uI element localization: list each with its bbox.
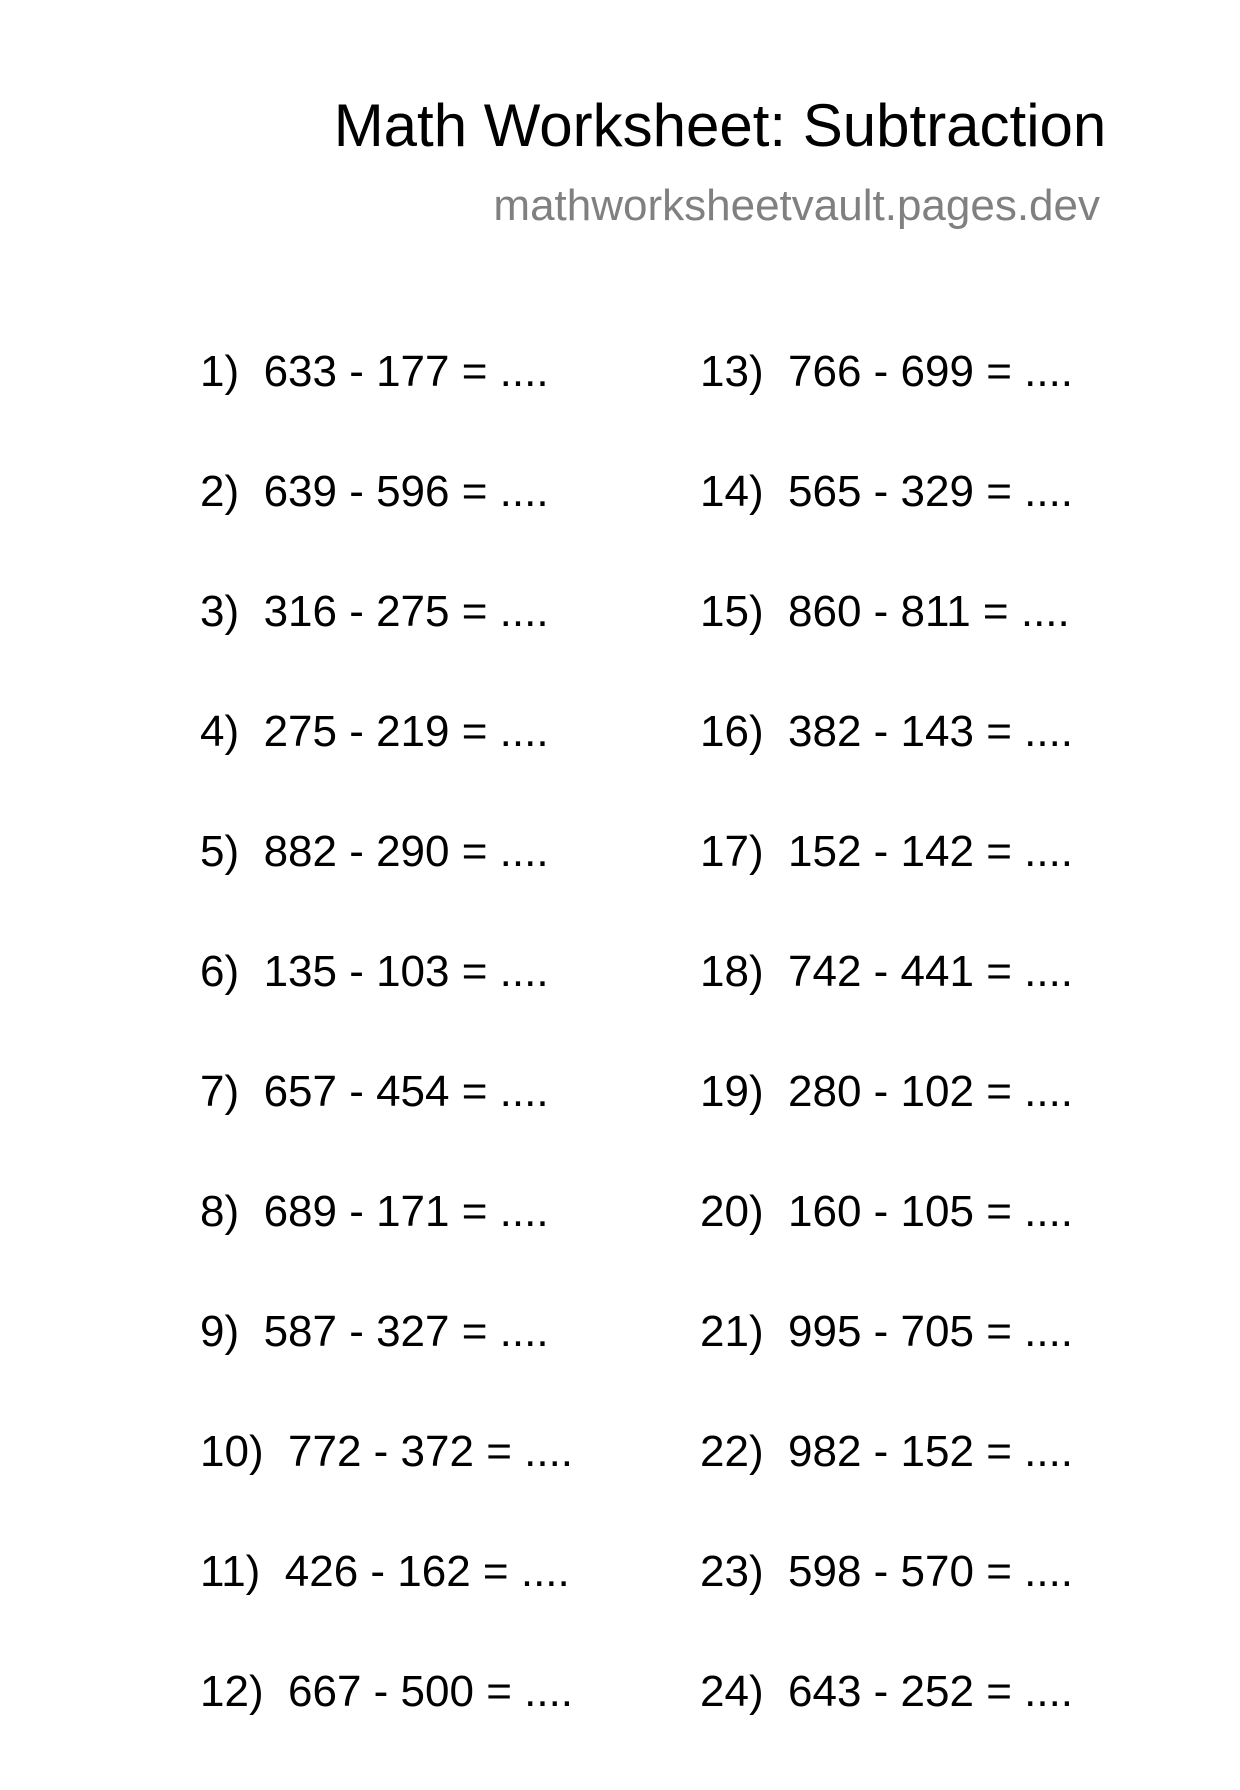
problem-item: 16) 382 - 143 = .... [700, 707, 1074, 756]
problem-item: 11) 426 - 162 = .... [200, 1547, 570, 1596]
problem-item: 12) 667 - 500 = .... [200, 1667, 574, 1716]
problem-item: 23) 598 - 570 = .... [700, 1547, 1074, 1596]
problem-item: 24) 643 - 252 = .... [700, 1667, 1074, 1716]
problem-item: 15) 860 - 811 = .... [700, 587, 1070, 636]
problem-item: 3) 316 - 275 = .... [200, 587, 549, 636]
problem-item: 19) 280 - 102 = .... [700, 1067, 1074, 1116]
site-url: mathworksheetvault.pages.dev [493, 181, 1100, 230]
problem-item: 17) 152 - 142 = .... [700, 827, 1074, 876]
problem-item: 8) 689 - 171 = .... [200, 1187, 549, 1236]
problem-item: 6) 135 - 103 = .... [200, 947, 549, 996]
problem-item: 2) 639 - 596 = .... [200, 467, 549, 516]
problem-item: 13) 766 - 699 = .... [700, 347, 1074, 396]
problem-item: 20) 160 - 105 = .... [700, 1187, 1074, 1236]
problem-item: 5) 882 - 290 = .... [200, 827, 549, 876]
problem-item: 1) 633 - 177 = .... [200, 347, 549, 396]
problems-left-column [200, 347, 574, 1790]
problem-item: 14) 565 - 329 = .... [700, 467, 1074, 516]
problem-item: 18) 742 - 441 = .... [700, 947, 1074, 996]
problem-item: 22) 982 - 152 = .... [700, 1427, 1074, 1476]
problem-item: 9) 587 - 327 = .... [200, 1307, 549, 1356]
page-title: Math Worksheet: Subtraction [333, 92, 1107, 159]
problem-item: 21) 995 - 705 = .... [700, 1307, 1074, 1356]
problem-item: 4) 275 - 219 = .... [200, 707, 549, 756]
problem-item: 10) 772 - 372 = .... [200, 1427, 574, 1476]
problem-item: 7) 657 - 454 = .... [200, 1067, 549, 1116]
problems-right-column [700, 347, 1074, 1790]
